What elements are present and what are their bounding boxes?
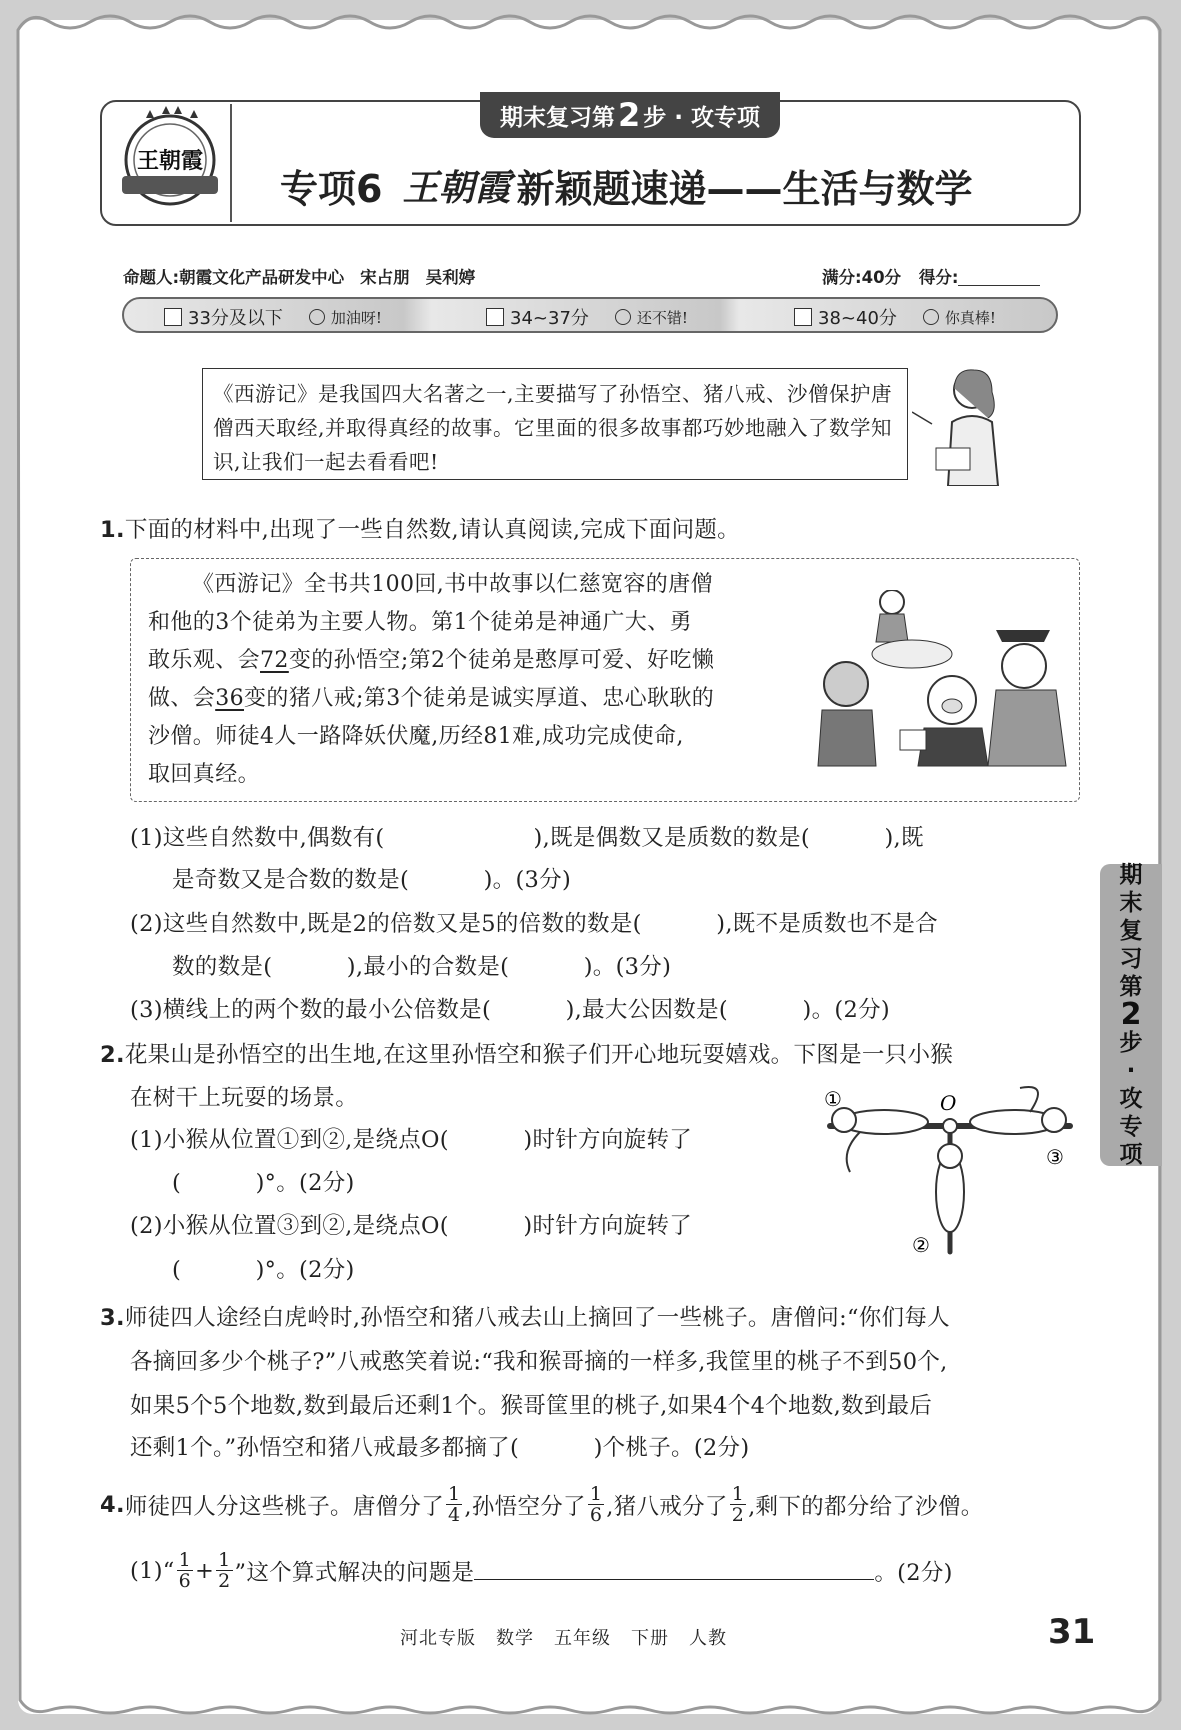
fraction-1-6 bbox=[588, 1484, 604, 1525]
side-tab-char: 末 bbox=[1119, 890, 1143, 916]
q2-stem bbox=[100, 1037, 953, 1069]
answer-line[interactable] bbox=[474, 1561, 874, 1580]
q1-text: 下面的材料中,出现了一些自然数,请认真阅读,完成下面问题。 bbox=[124, 517, 740, 543]
side-tab-char: 2 bbox=[1120, 997, 1142, 1032]
q3-line3: 如果5个5个地数,数到最后还剩1个。猴哥筐里的桃子,如果4个4个地数,数到最后 bbox=[130, 1393, 933, 1419]
q2-sub2-line2: ( )°。(2分) bbox=[172, 1257, 355, 1283]
grade-bar bbox=[122, 297, 1058, 333]
q4-stem bbox=[100, 1484, 984, 1525]
grade-cheer: 加油呀! bbox=[330, 308, 382, 327]
q2-sub1-line1: (1)小猴从位置①到②,是绕点O( )时针方向旋转了 bbox=[130, 1127, 693, 1153]
q3-text: 师徒四人途经白虎岭时,孙悟空和猪八戒去山上摘回了一些桃子。唐僧问:“你们每人 bbox=[124, 1305, 950, 1331]
grade-cheer: 还不错! bbox=[636, 308, 688, 327]
fraction-1-6 bbox=[177, 1550, 193, 1591]
side-tab-char: 项 bbox=[1119, 1142, 1143, 1168]
teacher-illustration-icon bbox=[912, 362, 1020, 486]
grade-2 bbox=[794, 304, 996, 330]
underlined-number: 36 bbox=[215, 686, 244, 711]
numerator: 1 bbox=[218, 1549, 231, 1571]
underlined-number: 72 bbox=[260, 648, 289, 673]
author-0: 命题人:朝霞文化产品研发中心 bbox=[123, 268, 345, 287]
q4-text: ,孙悟空分了 bbox=[464, 1493, 586, 1520]
footer-item: 下册 bbox=[631, 1628, 669, 1649]
q2-text-line2: 在树干上玩耍的场景。 bbox=[130, 1085, 359, 1111]
q3-line2: 各摘回多少个桃子?”八戒憨笑着说:“我和猴哥摘的一样多,我筐里的桃子不到50个, bbox=[130, 1349, 948, 1375]
footer-item: 人教 bbox=[689, 1628, 727, 1649]
story-line bbox=[148, 642, 788, 680]
story-frag: 变的孙悟空;第2个徒弟是憨厚可爱、好吃懒 bbox=[288, 648, 715, 673]
denominator: 4 bbox=[448, 1504, 461, 1526]
q3-number: 3. bbox=[100, 1305, 125, 1331]
grade-0 bbox=[164, 304, 382, 330]
q4-text: ,剩下的都分给了沙僧。 bbox=[748, 1493, 984, 1520]
q4-sub1-text: (1)“ bbox=[130, 1557, 175, 1584]
position-3-label: ③ bbox=[1046, 1145, 1064, 1169]
fraction-1-2 bbox=[216, 1550, 232, 1591]
denominator: 2 bbox=[218, 1570, 231, 1592]
plus-sign: + bbox=[194, 1557, 215, 1584]
side-tab-char: 第 bbox=[1119, 974, 1143, 1000]
score-blank[interactable] bbox=[958, 271, 1040, 286]
q2-sub1-line2: ( )°。(2分) bbox=[172, 1170, 355, 1196]
footer bbox=[400, 1624, 747, 1650]
title-brand: 王朝霞 bbox=[402, 166, 511, 209]
logo-text: 王朝霞 bbox=[136, 148, 204, 174]
step-tab bbox=[480, 92, 780, 138]
numerator: 1 bbox=[448, 1483, 461, 1505]
footer-item: 河北专版 bbox=[400, 1628, 476, 1649]
q4-sub1-text: 。(2分) bbox=[874, 1559, 953, 1586]
step-tab-pre: 期末复习第 bbox=[499, 104, 615, 131]
side-tab-char: 习 bbox=[1119, 946, 1143, 972]
q1-sub2-line2: 数的数是( ),最小的合数是( )。(3分) bbox=[172, 954, 672, 980]
footer-item: 五年级 bbox=[554, 1628, 611, 1649]
side-tab bbox=[1100, 864, 1162, 1166]
numerator: 1 bbox=[731, 1483, 745, 1505]
denominator: 2 bbox=[731, 1504, 745, 1526]
side-tab-char: 步 bbox=[1119, 1030, 1143, 1056]
side-tab-char: 期 bbox=[1119, 862, 1143, 888]
fraction-1-2 bbox=[730, 1484, 746, 1525]
denominator: 6 bbox=[178, 1570, 191, 1592]
author-2: 吴利婷 bbox=[425, 268, 476, 287]
side-tab-char: 攻 bbox=[1119, 1086, 1143, 1112]
story-frag: 敢乐观、会 bbox=[148, 648, 261, 673]
q3-line4: 还剩1个。”孙悟空和猪八戒最多都摘了( )个桃子。(2分) bbox=[130, 1435, 750, 1461]
page-number: 31 bbox=[1048, 1612, 1096, 1652]
footer-item: 数学 bbox=[496, 1628, 534, 1649]
step-tab-num: 2 bbox=[617, 96, 641, 134]
grade-cheer: 你真棒! bbox=[944, 308, 996, 327]
intro-box: 《西游记》是我国四大名著之一,主要描写了孙悟空、猪八戒、沙僧保护唐僧西天取经,并取得真经的故事。它里面的很多故事都巧妙地融入了数学知识,让我们一起去看看吧! bbox=[202, 368, 908, 480]
checkbox[interactable] bbox=[164, 308, 182, 326]
score-label: 得分: bbox=[918, 268, 959, 287]
grade-range: 34~37分 bbox=[510, 308, 589, 329]
story-line: 沙僧。师徒4人一路降妖伏魔,历经81难,成功完成使命, bbox=[148, 724, 684, 749]
title-topic: 专项6 bbox=[280, 166, 383, 211]
grade-1 bbox=[486, 304, 688, 330]
numerator: 1 bbox=[178, 1549, 191, 1571]
score-info bbox=[822, 264, 1040, 288]
q1-sub1-line2: 是奇数又是合数的数是( )。(3分) bbox=[172, 867, 572, 893]
story-line bbox=[148, 680, 788, 718]
q1-sub1-line1: (1)这些自然数中,偶数有( ),既是偶数又是质数的数是( ),既 bbox=[130, 825, 924, 851]
position-1-label: ① bbox=[824, 1087, 842, 1111]
numerator: 1 bbox=[589, 1483, 603, 1505]
story-frag: 做、会 bbox=[148, 686, 216, 711]
author-line bbox=[123, 264, 491, 288]
q1-number: 1. bbox=[100, 517, 125, 543]
story-line: 取回真经。 bbox=[148, 762, 261, 787]
monkey-rotation-figure-icon bbox=[820, 1082, 1080, 1260]
q2-number: 2. bbox=[100, 1042, 125, 1068]
face-icon bbox=[309, 309, 325, 325]
q2-sub2-line1: (2)小猴从位置③到②,是绕点O( )时针方向旋转了 bbox=[130, 1213, 693, 1239]
position-2-label: ② bbox=[912, 1233, 930, 1257]
grade-range: 38~40分 bbox=[818, 308, 897, 329]
fraction-1-4 bbox=[446, 1484, 462, 1525]
grade-range: 33分及以下 bbox=[188, 308, 283, 329]
title-main: 新颖题速递——生活与数学 bbox=[516, 166, 973, 211]
q1-stem bbox=[100, 512, 740, 544]
checkbox[interactable] bbox=[486, 308, 504, 326]
q2-text: 花果山是孙悟空的出生地,在这里孙悟空和猴子们开心地玩耍嬉戏。下图是一只小猴 bbox=[124, 1042, 954, 1068]
full-score: 满分:40分 bbox=[822, 268, 902, 287]
point-o-label: O bbox=[940, 1091, 957, 1115]
q4-text: 师徒四人分这些桃子。唐僧分了 bbox=[124, 1493, 445, 1520]
denominator: 6 bbox=[589, 1504, 603, 1526]
page-title bbox=[280, 150, 1020, 220]
q1-sub3: (3)横线上的两个数的最小公倍数是( ),最大公因数是( )。(2分) bbox=[130, 997, 890, 1023]
side-tab-char: 专 bbox=[1119, 1114, 1143, 1140]
author-1: 宋占朋 bbox=[360, 268, 410, 287]
story-line: 和他的3个徒弟为主要人物。第1个徒弟是神通广大、勇 bbox=[148, 610, 692, 635]
story-line: 《西游记》全书共100回,书中故事以仁慈宽容的唐僧 bbox=[192, 572, 713, 597]
q4-number: 4. bbox=[100, 1491, 125, 1518]
side-tab-char: · bbox=[1126, 1058, 1136, 1084]
face-icon bbox=[615, 309, 631, 325]
q1-sub2-line1: (2)这些自然数中,既是2的倍数又是5的倍数的数是( ),既不是质数也不是合 bbox=[130, 911, 938, 937]
story-text bbox=[148, 566, 788, 794]
side-tab-char: 复 bbox=[1119, 918, 1143, 944]
journey-characters-illustration-icon bbox=[812, 590, 1072, 770]
checkbox[interactable] bbox=[794, 308, 812, 326]
step-tab-post: 步 · 攻专项 bbox=[643, 104, 761, 131]
q3-stem bbox=[100, 1300, 950, 1332]
story-frag: 变的猪八戒;第3个徒弟是诚实厚道、忠心耿耿的 bbox=[244, 686, 715, 711]
q4-sub1 bbox=[130, 1550, 953, 1591]
q4-sub1-text: ”这个算式解决的问题是 bbox=[234, 1559, 475, 1586]
face-icon bbox=[923, 309, 939, 325]
logo-badge-icon bbox=[108, 106, 232, 214]
q4-text: ,猪八戒分了 bbox=[606, 1493, 728, 1520]
